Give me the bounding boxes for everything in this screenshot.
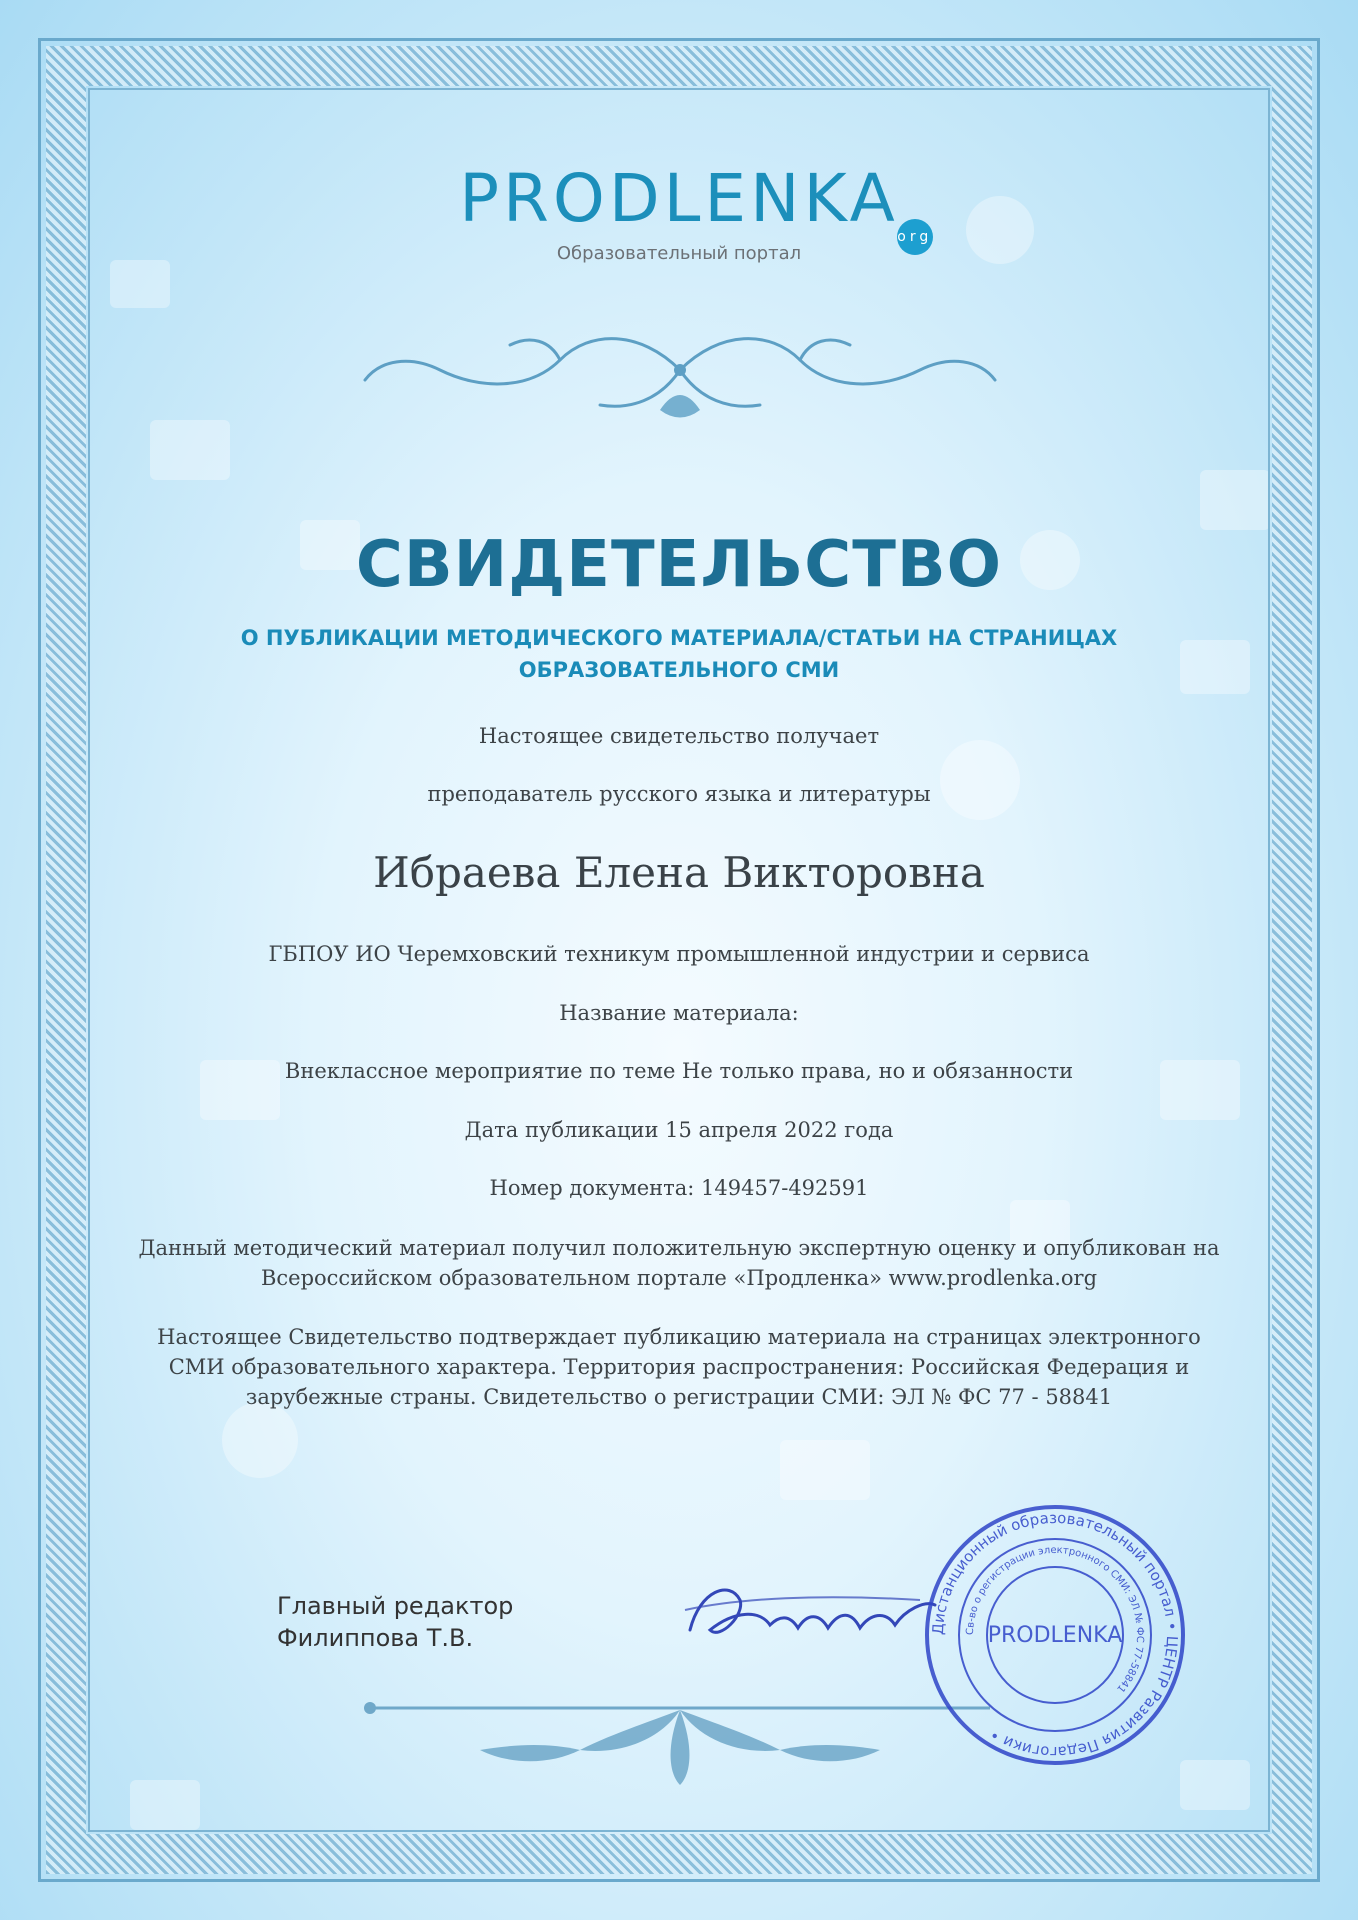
confirmation-text: Настоящее Свидетельство подтверждает публикацию материала на страницах электронного СМИ образовательного характера. Территория распространения: Российская Федерация и зарубежные страны. Свидетельство о регистрации СМИ: ЭЛ № ФС 77 - 58841 <box>157 1325 1201 1409</box>
signatory-name: Филиппова Т.В. <box>277 1624 474 1652</box>
certificate-title: СВИДЕТЕЛЬСТВО <box>355 528 1003 602</box>
ornament-bottom-icon <box>360 1680 1000 1790</box>
recipient-intro: Настоящее свидетельство получает <box>478 724 880 748</box>
recipient-organization: ГБПОУ ИО Черемховский техникум промышленной индустрии и сервиса <box>268 942 1090 966</box>
signatory-role: Главный редактор <box>277 1592 514 1620</box>
stamp-outer-text: Дистанционный образовательный портал • ЦЕНТР Развития Педагогики • <box>928 1508 1182 1762</box>
signatory-block <box>277 1590 513 1654</box>
material-title: Внеклассное мероприятие по теме Не только права, но и обязанности <box>284 1059 1074 1083</box>
subtitle-line-2: ОБРАЗОВАТЕЛЬНОГО СМИ <box>518 658 840 682</box>
material-label: Название материала: <box>559 1001 799 1025</box>
subtitle-line-1: О ПУБЛИКАЦИИ МЕТОДИЧЕСКОГО МАТЕРИАЛА/СТАТЬИ НА СТРАНИЦАХ <box>240 626 1118 650</box>
logo-org-badge: org <box>897 219 933 255</box>
recipient-position: преподаватель русского языка и литературы <box>427 782 931 806</box>
certificate-subtitle <box>200 622 1158 686</box>
logo-wordmark: PRODLENKA org <box>459 160 899 237</box>
official-stamp <box>920 1500 1190 1770</box>
evaluation-text: Данный методический материал получил положительную экспертную оценку и опубликован на Всероссийском образовательном портале «Продленка» www.prodlenka.org <box>138 1236 1220 1290</box>
document-number: Номер документа: 149457-492591 <box>489 1176 869 1200</box>
stamp-inner-text: Св-во о регистрации электронного СМИ: ЭЛ № ФС 77-58841 <box>964 1544 1146 1695</box>
prodlenka-logo <box>0 160 1358 264</box>
handwritten-signature <box>680 1570 940 1660</box>
publication-date: Дата публикации 15 апреля 2022 года <box>464 1118 894 1142</box>
recipient-name: Ибраева Елена Викторовна <box>373 848 985 897</box>
logo-tagline: Образовательный портал <box>556 243 802 264</box>
stamp-center-text: PRODLENKA <box>987 1623 1123 1648</box>
ornament-top-icon <box>360 310 1000 430</box>
